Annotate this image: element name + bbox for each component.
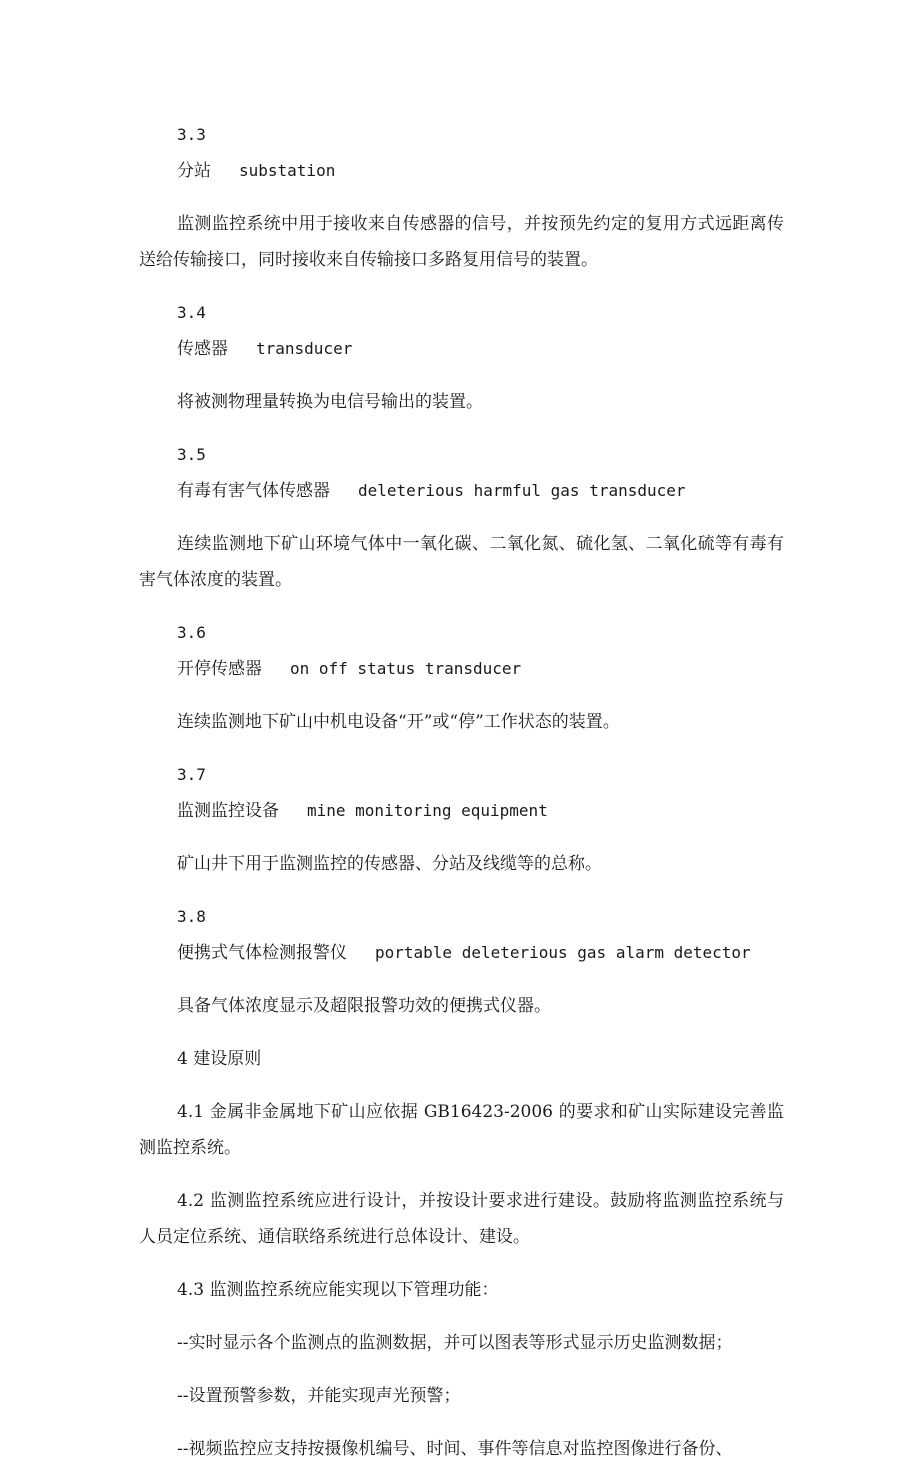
term-english: transducer <box>256 339 353 358</box>
section-number: 3.3 <box>177 125 206 144</box>
chapter-heading: 4 建设原则 <box>177 1049 262 1069</box>
list-item: --视频监控应支持按摄像机编号、时间、事件等信息对监控图像进行备份、 <box>177 1439 733 1459</box>
clause-4-1: 4.1 金属非金属地下矿山应依据 GB16423-2006 的要求和矿山实际建设完善监测监控系统。 <box>139 1102 784 1158</box>
term-heading <box>139 153 784 189</box>
term-chinese: 便携式气体检测报警仪 <box>177 943 347 963</box>
term-english: deleterious harmful gas transducer <box>358 481 686 500</box>
term-heading <box>139 473 784 509</box>
term-heading <box>139 793 784 829</box>
term-chinese: 有毒有害气体传感器 <box>177 481 330 501</box>
term-english: substation <box>239 161 336 180</box>
section-number: 3.7 <box>177 765 206 784</box>
term-english: mine monitoring equipment <box>307 801 548 820</box>
term-definition: 连续监测地下矿山中机电设备“开”或“停”工作状态的装置。 <box>177 712 620 732</box>
term-chinese: 开停传感器 <box>177 659 262 679</box>
term-chinese: 传感器 <box>177 339 228 359</box>
list-item: --实时显示各个监测点的监测数据，并可以图表等形式显示历史监测数据； <box>177 1333 733 1353</box>
term-definition: 具备气体浓度显示及超限报警功效的便携式仪器。 <box>177 996 551 1016</box>
term-english: on off status transducer <box>290 659 522 678</box>
clause-4-2: 4.2 监测监控系统应进行设计，并按设计要求进行建设。鼓励将监测监控系统与人员定位系统、通信联络系统进行总体设计、建设。 <box>139 1191 784 1247</box>
term-heading <box>139 651 784 687</box>
clause-4-3: 4.3 监测监控系统应能实现以下管理功能： <box>177 1280 499 1300</box>
section-number: 3.8 <box>177 907 206 926</box>
term-english: portable deleterious gas alarm detector <box>375 943 751 962</box>
term-heading <box>139 331 784 367</box>
term-chinese: 监测监控设备 <box>177 801 279 821</box>
section-number: 3.4 <box>177 303 206 322</box>
section-number: 3.6 <box>177 623 206 642</box>
term-heading <box>139 935 784 971</box>
term-definition: 监测监控系统中用于接收来自传感器的信号，并按预先约定的复用方式远距离传送给传输接口，同时接收来自传输接口多路复用信号的装置。 <box>139 214 784 270</box>
term-chinese: 分站 <box>177 161 211 181</box>
list-item: --设置预警参数，并能实现声光预警； <box>177 1386 461 1406</box>
document-body <box>139 117 784 1484</box>
term-definition: 矿山井下用于监测监控的传感器、分站及线缆等的总称。 <box>177 854 602 874</box>
section-number: 3.5 <box>177 445 206 464</box>
term-definition: 连续监测地下矿山环境气体中一氧化碳、二氧化氮、硫化氢、二氧化硫等有毒有害气体浓度的装置。 <box>139 534 784 590</box>
term-definition: 将被测物理量转换为电信号输出的装置。 <box>177 392 483 412</box>
